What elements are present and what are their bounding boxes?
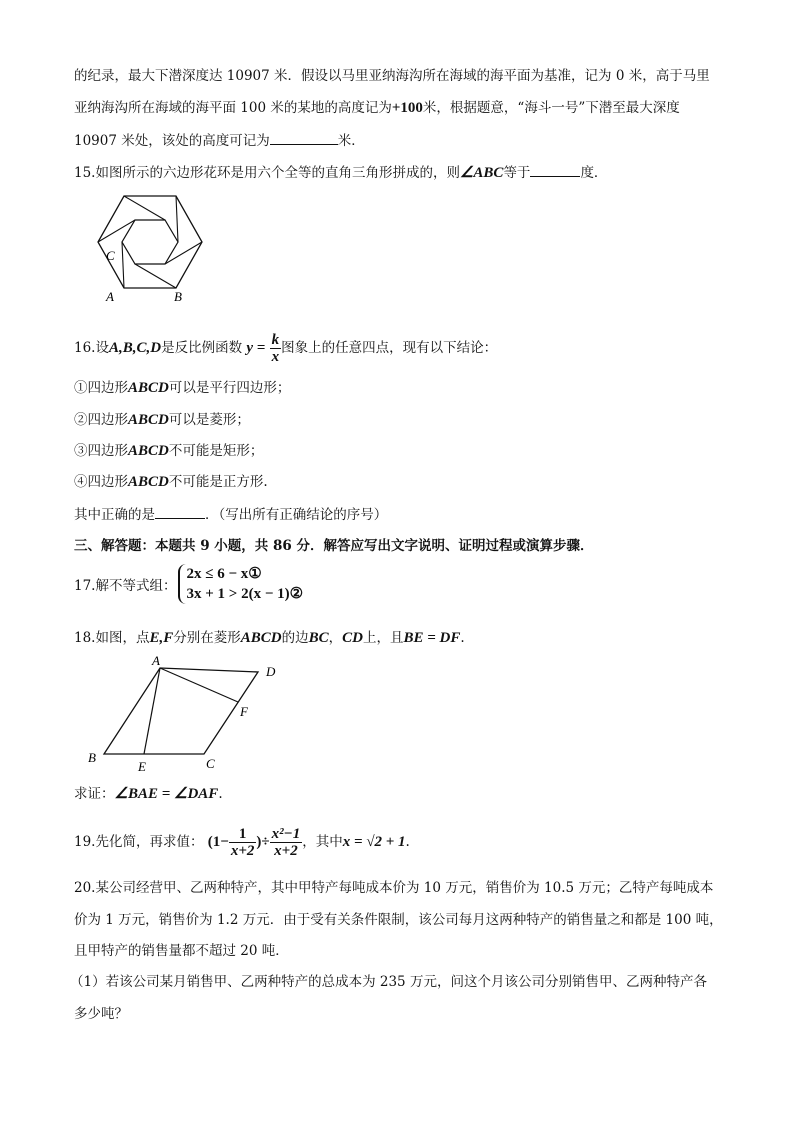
q16-item-4: ④四边形ABCD不可能是正方形.: [74, 474, 268, 490]
q16-item-3: ③四边形ABCD不可能是矩形；: [74, 443, 264, 459]
q19-fraction-1: $\frac{1}{x+2}$: [230, 826, 255, 859]
segment-af: [160, 668, 238, 702]
q15-angle: ∠ABC: [459, 165, 504, 181]
q18-rhombus-figure: [82, 654, 292, 774]
inner-hexagon: [122, 220, 178, 264]
q15-hexagon-figure: [80, 188, 210, 304]
q20-line-2: 价为 1 万元，销售价为 1.2 万元．由于受有关条件限制，该公司每月这两种特产的销售量之和都是 100 吨，: [74, 912, 723, 928]
section-3-heading: 三、解答题：本题共 9 小题，共 86 分．解答应写出文字说明、证明过程或演算步骤．: [74, 538, 594, 554]
q14-height-value: +100: [391, 100, 423, 116]
q18-question: 18.如图，点E,F分别在菱形ABCD的边BC，CD上，且BE = DF.: [74, 630, 465, 646]
q20-line-1: 20.某公司经营甲、乙两种特产，其中甲特产每吨成本价为 10 万元，销售价为 10.5 万元；乙特产每吨成本: [74, 880, 714, 896]
q19-fraction-2: $\frac{\text{x²−1}}{x+2}$: [271, 826, 301, 859]
q16-points: A,B,C,D: [108, 340, 162, 356]
q18-prove: 求证：∠BAE = ∠DAF.: [74, 786, 223, 802]
q17-inequality-2: 3x + 1 > 2(x − 1)②: [186, 586, 304, 602]
q17-question: 17.解不等式组： 2x ≤ 6 − x① 3x + 1 > 2(x − 1)②: [74, 566, 304, 602]
q20-line-3: 且甲特产的销售量都不超过 20 吨．: [74, 943, 289, 959]
outer-hexagon: [98, 196, 202, 288]
label-f: F: [240, 704, 248, 719]
rhombus-abcd: [104, 668, 258, 754]
label-d: D: [266, 664, 276, 679]
q16-question: 16.设A,B,C,D是反比例函数 y = $\frac{k}{x}$ 图象上的任意四点，现有以下结论：: [74, 332, 498, 365]
q14-line-2: 亚纳海沟所在海域的海平面 100 米的某地的高度记为+100米，根据题意，“海斗一号”下潜至最大深度: [74, 100, 680, 116]
q15-question: 15.如图所示的六边形花环是用六个全等的直角三角形拼成的，则∠ABC等于 度．: [74, 162, 607, 183]
label-c: C: [206, 756, 215, 771]
label-c: C: [106, 248, 115, 263]
q20-sub1-line-1: （1）若该公司某月销售甲、乙两种特产的总成本为 235 万元，问这个月该公司分别销售甲、乙两种特产各: [70, 974, 707, 990]
q17-inequality-system: [178, 564, 303, 604]
q15-answer-blank[interactable]: [530, 162, 580, 177]
q16-answer-line: 其中正确的是 ．（写出所有正确结论的序号）: [74, 504, 387, 525]
q18-prove-statement: ∠BAE = ∠DAF: [114, 786, 219, 802]
q19-question: 19.先化简，再求值： (1− $\frac{1}{x+2}$ )÷ $\frac{\text{x²−1}}{x+2}$ ，其中x = √2 + 1.: [74, 826, 410, 859]
q19-condition: x = √2 + 1: [342, 834, 406, 850]
q14-answer-blank[interactable]: [270, 130, 338, 145]
q16-item-1: ①四边形ABCD可以是平行四边形；: [74, 380, 291, 396]
label-b: B: [174, 289, 182, 304]
q14-line-1: 的纪录，最大下潜深度达 10907 米．假设以马里亚纳海沟所在海域的海平面为基准，记为 0 米，高于马里: [74, 68, 710, 84]
label-a: A: [152, 654, 160, 668]
q16-answer-blank[interactable]: [155, 504, 205, 519]
label-e: E: [138, 759, 146, 774]
q20-sub1-line-2: 多少吨？: [74, 1006, 128, 1022]
q16-func-lhs: y =: [246, 340, 266, 356]
q17-inequality-1: 2x ≤ 6 − x①: [186, 566, 262, 582]
label-a: A: [106, 289, 114, 304]
q16-item-2: ②四边形ABCD可以是菱形；: [74, 412, 250, 428]
q16-fraction: $\frac{k}{x}$: [271, 332, 280, 365]
label-b: B: [88, 750, 96, 765]
q14-line-3: 10907 米处，该处的高度可记为 米．: [74, 130, 365, 151]
